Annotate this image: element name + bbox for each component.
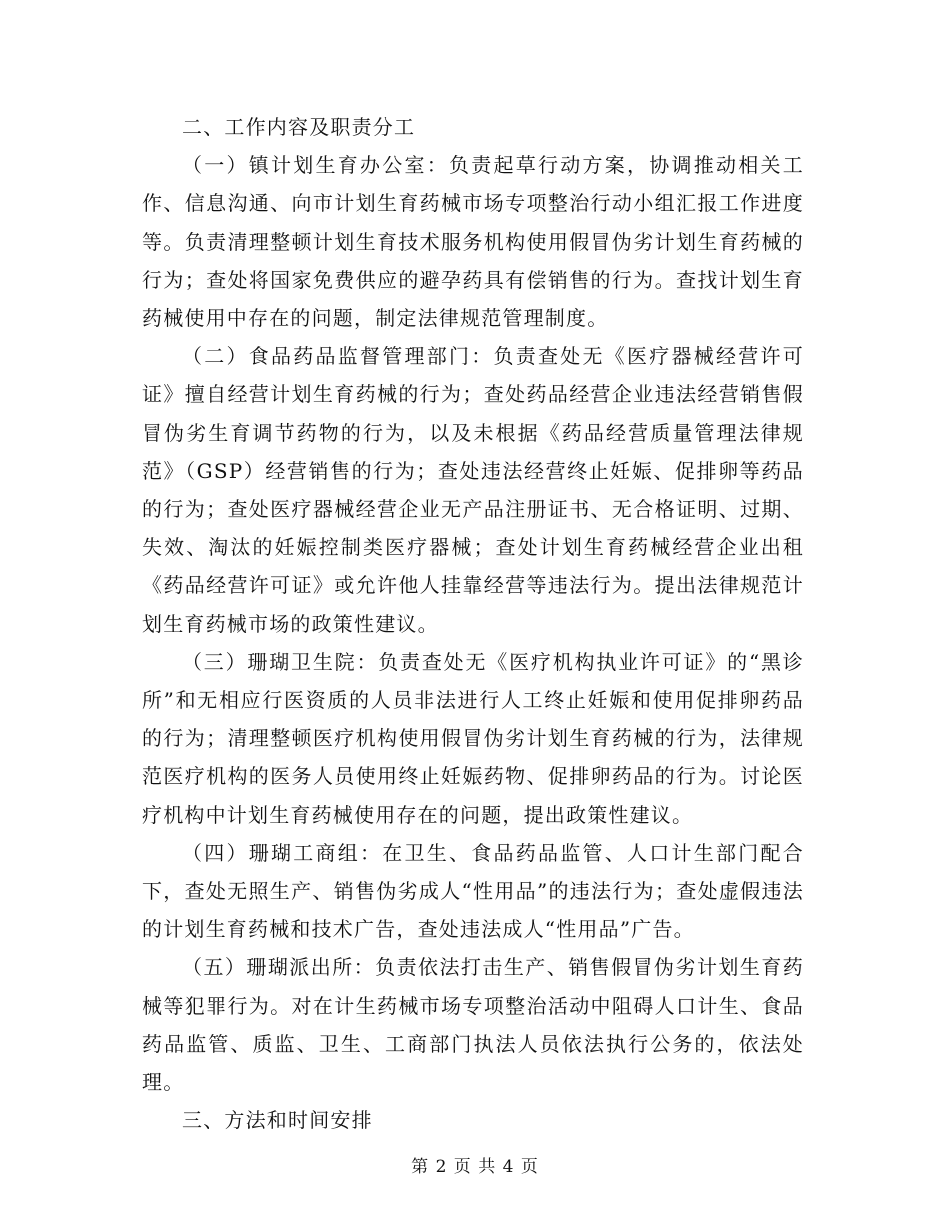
paragraph-food-drug-department: （二）食品药品监督管理部门：负责查处无《医疗器械经营许可证》擅自经营计划生育药械的行为；查处药品经营企业违法经营销售假冒伪劣生育调节药物的行为，以及未根据《药品经营质量管理法律规范》（GSP）经营销售的行为；查处违法经营终止妊娠、促排卵等药品的行为；查处医疗器械经营企业无产品注册证书、无合格证明、过期、失效、淘汰的妊娠控制类医疗器械；查处计划生育药械经营企业出租《药品经营许可证》或允许他人挂靠经营等违法行为。提出法律规范计划生育药械市场的政策性建议。 [142,344,804,636]
paragraph-family-planning-office: （一）镇计划生育办公室：负责起草行动方案，协调推动相关工作、信息沟通、向市计划生育药械市场专项整治行动小组汇报工作进度等。负责清理整顿计划生育技术服务机构使用假冒伪劣计划生育药械的行为；查处将国家免费供应的避孕药具有偿销售的行为。查找计划生育药械使用中存在的问题，制定法律规范管理制度。 [142,153,804,331]
document-body [142,108,804,1139]
paragraph-health-center: （三）珊瑚卫生院：负责查处无《医疗机构执业许可证》的“黑诊所”和无相应行医资质的人员非法进行人工终止妊娠和使用促排卵药品的行为；清理整顿医疗机构使用假冒伪劣计划生育药械的行为，法律规范医疗机构的医务人员使用终止妊娠药物、促排卵药品的行为。讨论医疗机构中计划生育药械使用存在的问题，提出政策性建议。 [142,649,804,827]
section-heading-duties: 二、工作内容及职责分工 [182,115,416,139]
section-heading-schedule: 三、方法和时间安排 [182,1108,373,1133]
paragraph-police-station: （五）珊瑚派出所：负责依法打击生产、销售假冒伪劣计划生育药械等犯罪行为。对在计生药械市场专项整治活动中阻碍人口计生、食品药品监管、质监、卫生、工商部门执法人员依法执行公务的，依法处理。 [142,955,804,1095]
paragraph-business-group: （四）珊瑚工商组：在卫生、食品药品监管、人口计生部门配合下，查处无照生产、销售伪劣成人“性用品”的违法行为；查处虚假违法的计划生育药械和技术广告，查处违法成人“性用品”广告。 [142,840,804,942]
page-number-footer: 第 2 页 共 4 页 [411,1157,539,1177]
